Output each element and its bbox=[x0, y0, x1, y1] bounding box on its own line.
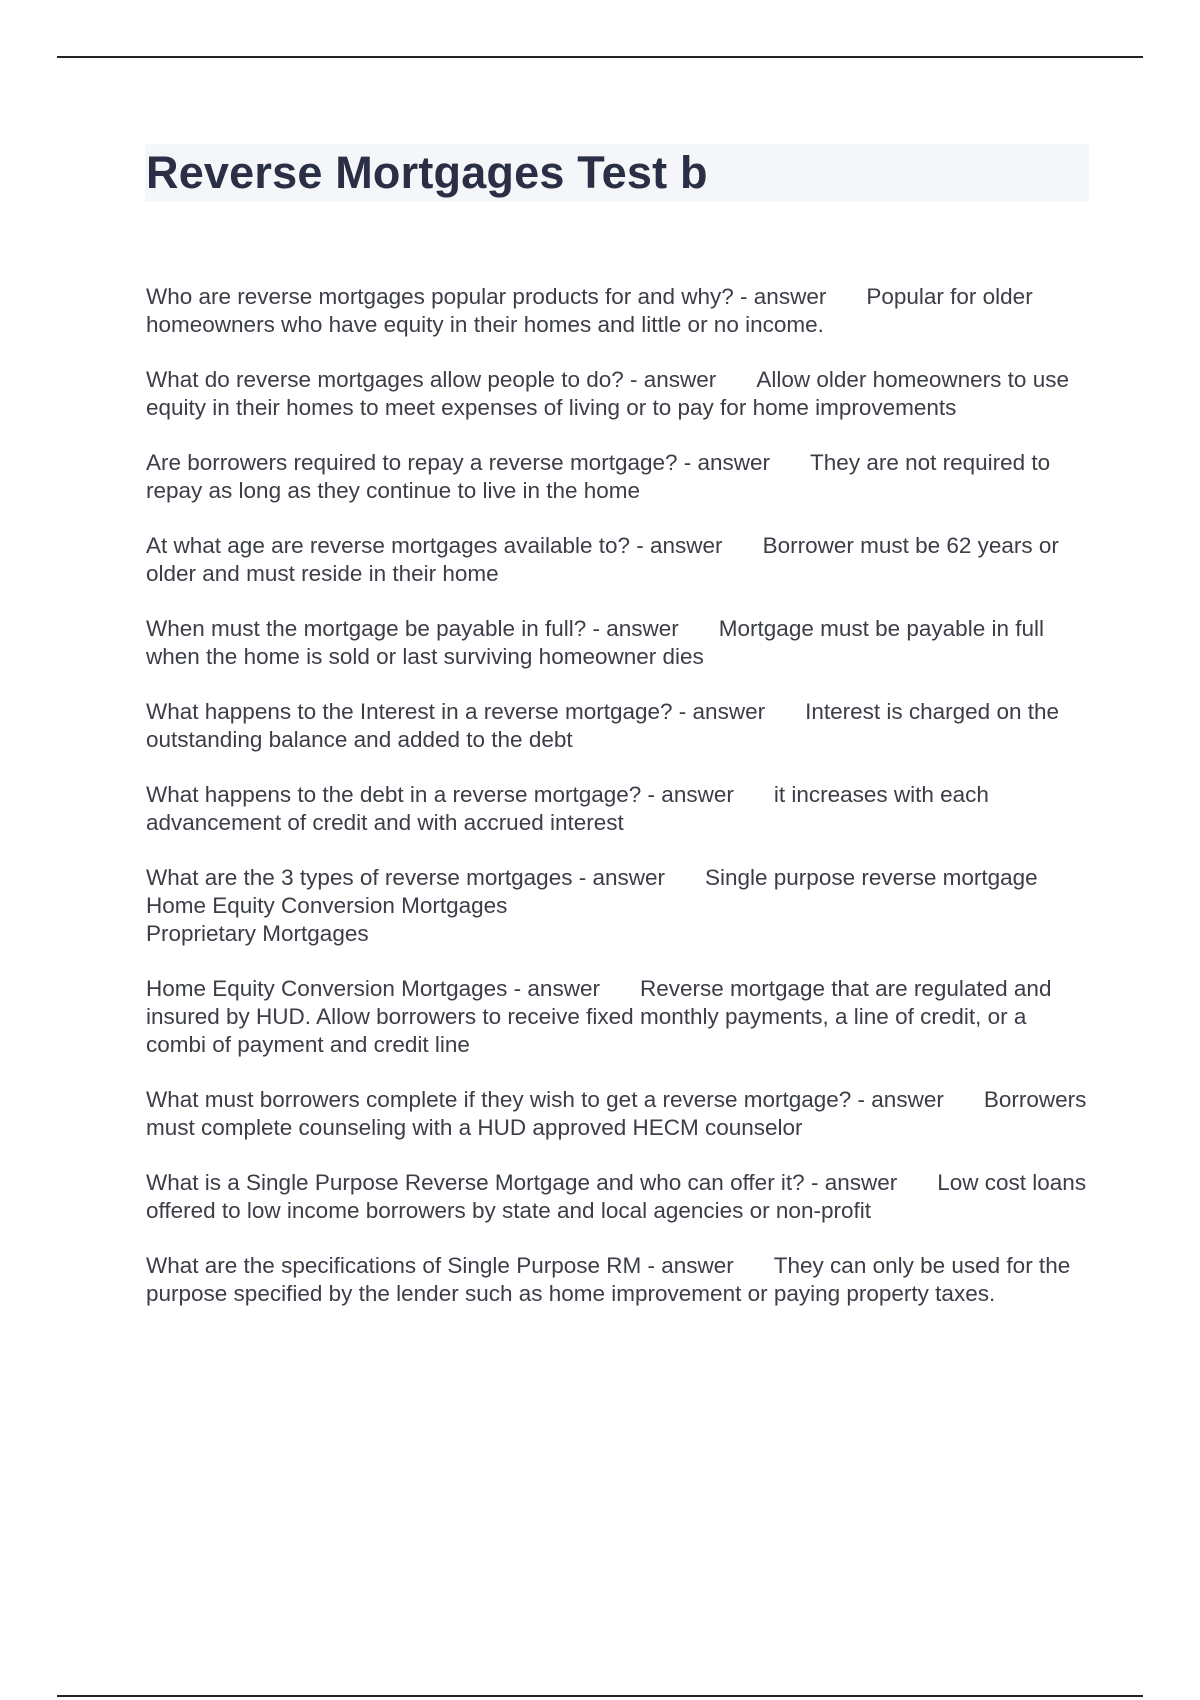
question-text: When must the mortgage be payable in full? - answer bbox=[146, 616, 679, 641]
question-text: What must borrowers complete if they wish to get a reverse mortgage? - answer bbox=[146, 1087, 944, 1112]
answer-text: They can only be used for the purpose specified by the lender such as home improvement or paying property taxes. bbox=[146, 1253, 1071, 1306]
question-text: What happens to the debt in a reverse mortgage? - answer bbox=[146, 782, 734, 807]
answer-text: Borrower must be 62 years or older and must reside in their home bbox=[146, 533, 1059, 586]
question-text: What are the specifications of Single Purpose RM - answer bbox=[146, 1253, 734, 1278]
qa-item bbox=[146, 449, 1092, 505]
question-text: What do reverse mortgages allow people to do? - answer bbox=[146, 367, 717, 392]
qa-item bbox=[146, 366, 1092, 422]
question-text: Who are reverse mortgages popular products for and why? - answer bbox=[146, 284, 827, 309]
qa-item bbox=[146, 1169, 1092, 1225]
answer-text: They are not required to repay as long as they continue to live in the home bbox=[146, 450, 1051, 503]
qa-list bbox=[146, 283, 1092, 1335]
qa-item bbox=[146, 975, 1092, 1059]
page-title: Reverse Mortgages Test b bbox=[146, 147, 708, 198]
answer-text: it increases with each advancement of credit and with accrued interest bbox=[146, 782, 989, 835]
header-rule bbox=[57, 56, 1143, 58]
answer-text: Borrowers must complete counseling with a HUD approved HECM counselor bbox=[146, 1087, 1087, 1140]
qa-item bbox=[146, 1252, 1092, 1308]
question-text: Are borrowers required to repay a reverse mortgage? - answer bbox=[146, 450, 771, 475]
qa-item bbox=[146, 532, 1092, 588]
question-text: What is a Single Purpose Reverse Mortgage and who can offer it? - answer bbox=[146, 1170, 898, 1195]
answer-text: Interest is charged on the outstanding balance and added to the debt bbox=[146, 699, 1059, 752]
qa-item bbox=[146, 864, 1092, 948]
answer-text: Low cost loans offered to low income borrowers by state and local agencies or non-profit bbox=[146, 1170, 1087, 1223]
qa-item bbox=[146, 781, 1092, 837]
qa-item bbox=[146, 615, 1092, 671]
question-text: Home Equity Conversion Mortgages - answer bbox=[146, 976, 600, 1001]
qa-item bbox=[146, 1086, 1092, 1142]
answer-text: Single purpose reverse mortgage Home Equity Conversion Mortgages Proprietary Mortgages bbox=[146, 865, 1038, 946]
question-text: What are the 3 types of reverse mortgages - answer bbox=[146, 865, 665, 890]
answer-text: Allow older homeowners to use equity in their homes to meet expenses of living or to pay for home improvements bbox=[146, 367, 1069, 420]
qa-item bbox=[146, 283, 1092, 339]
footer-rule bbox=[57, 1695, 1143, 1697]
answer-text: Reverse mortgage that are regulated and insured by HUD. Allow borrowers to receive fixed monthly payments, a line of credit, or a combi of payment and credit line bbox=[146, 976, 1052, 1057]
question-text: At what age are reverse mortgages available to? - answer bbox=[146, 533, 723, 558]
answer-text: Popular for older homeowners who have equity in their homes and little or no income. bbox=[146, 284, 1033, 337]
qa-item bbox=[146, 698, 1092, 754]
question-text: What happens to the Interest in a reverse mortgage? - answer bbox=[146, 699, 766, 724]
answer-text: Mortgage must be payable in full when the home is sold or last surviving homeowner dies bbox=[146, 616, 1044, 669]
